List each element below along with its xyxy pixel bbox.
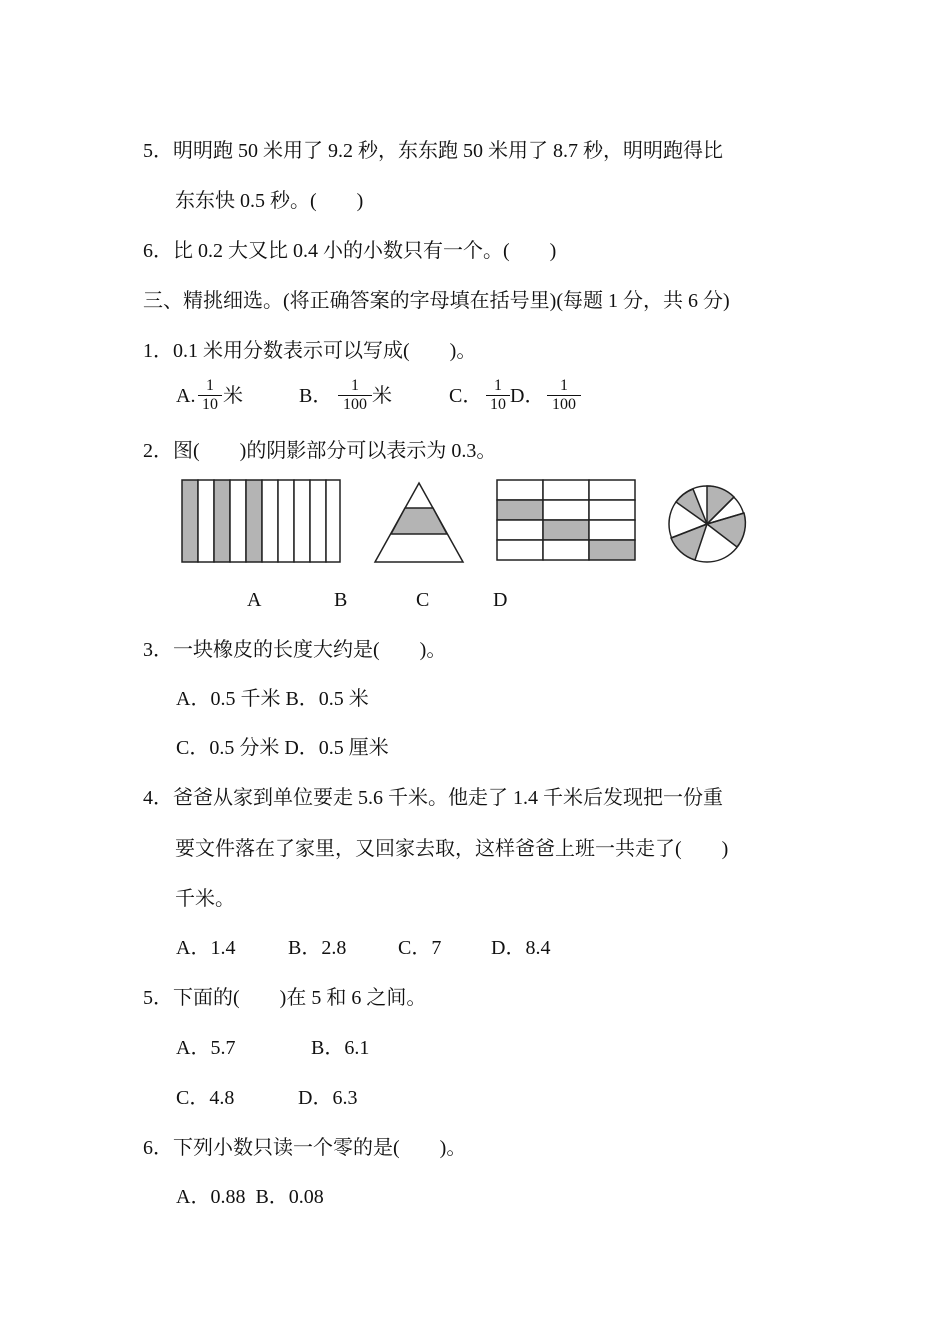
figure-d-circle [666, 483, 748, 565]
figure-b-triangle [372, 480, 466, 566]
section-3-heading: 三、精挑细选。(将正确答案的字母填在括号里)(每题 1 分，共 6 分) [143, 290, 730, 312]
option-a-unit: 米 [223, 385, 243, 407]
question-5-line1: 5．明明跑 50 米用了 9.2 秒，东东跑 50 米用了 8.7 秒，明明跑得比 [143, 140, 723, 162]
mc-question-5-option-b: B．6.1 [311, 1037, 370, 1059]
figure-c-grid [495, 478, 637, 564]
mc-question-2-stem: 2．图( )的阴影部分可以表示为 0.3。 [143, 440, 497, 462]
option-b-fraction: $\frac{1}{100}$ [338, 377, 372, 414]
mc-question-4-option-d: D．8.4 [491, 937, 551, 959]
mc-question-6-options-line1: A．0.88 B．0.08 [176, 1186, 324, 1208]
option-d-fraction: $\frac{1}{100}$ [547, 377, 581, 414]
mc-question-1-stem: 1．0.1 米用分数表示可以写成( )。 [143, 340, 477, 362]
option-d-label: D． [510, 385, 545, 407]
question-6: 6．比 0.2 大又比 0.4 小的小数只有一个。( ) [143, 240, 557, 262]
mc-question-4-line2: 要文件落在了家里，又回家去取，这样爸爸上班一共走了( ) [175, 838, 729, 860]
mc-question-5-option-c: C．4.8 [176, 1087, 235, 1109]
mc-question-6-stem: 6．下列小数只读一个零的是( )。 [143, 1137, 467, 1159]
mc-question-3-stem: 3．一块橡皮的长度大约是( )。 [143, 639, 447, 661]
mc-question-4-option-a: A．1.4 [176, 937, 236, 959]
option-a-fraction: $\frac{1}{10}$ [198, 377, 222, 414]
option-c-fraction: $\frac{1}{10}$ [486, 377, 510, 414]
mc-question-5-option-a: A．5.7 [176, 1037, 236, 1059]
figure-label-a: A [247, 589, 262, 611]
question-5-line2: 东东快 0.5 秒。( ) [175, 190, 364, 212]
mc-question-4-option-b: B．2.8 [288, 937, 347, 959]
option-b-label: B． [299, 385, 333, 407]
figure-a-strips [180, 478, 344, 566]
option-c-label: C． [449, 385, 483, 407]
mc-question-3-options-line1: A．0.5 千米 B．0.5 米 [176, 688, 369, 710]
figure-label-d: D [493, 589, 508, 611]
option-a-label: A. [176, 385, 196, 407]
option-b-unit: 米 [372, 385, 392, 407]
figure-label-b: B [334, 589, 348, 611]
mc-question-4-option-c: C．7 [398, 937, 442, 959]
mc-question-5-stem: 5．下面的( )在 5 和 6 之间。 [143, 987, 427, 1009]
mc-question-4-line3: 千米。 [175, 888, 235, 910]
mc-question-4-line1: 4．爸爸从家到单位要走 5.6 千米。他走了 1.4 千米后发现把一份重 [143, 787, 723, 809]
figure-label-c: C [416, 589, 430, 611]
mc-question-5-option-d: D．6.3 [298, 1087, 358, 1109]
mc-question-3-options-line2: C．0.5 分米 D．0.5 厘米 [176, 737, 389, 759]
